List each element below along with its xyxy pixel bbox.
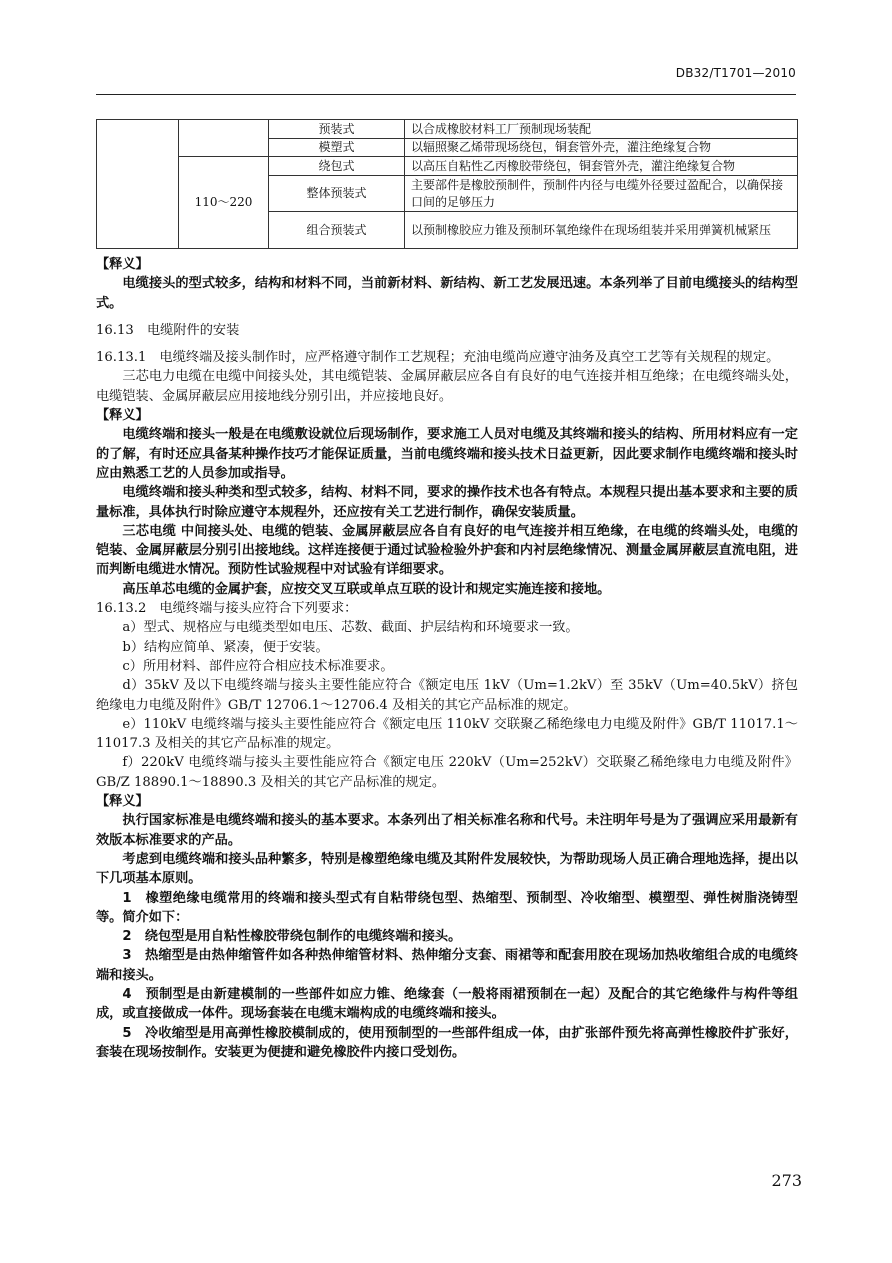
clause-item: c）所用材料、部件应符合相应技术标准要求。 [122,658,394,674]
table-cell-voltage: 110～220 [179,157,269,249]
table-cell-blank [179,120,269,157]
joint-type-table [96,119,798,249]
table-cell-type: 组合预装式 [269,212,405,249]
paragraph: 高压单芯电缆的金属护套，应按交叉互联或单点互联的设计和规定实施连接和接地。 [122,581,611,597]
table-cell-type: 模塑式 [269,139,405,157]
paragraph: 电缆终端和接头一般是在电缆敷设就位后现场制作，要求施工人员对电缆及其终端和接头的结构、所用材料应有一定的了解，有时还应具备某种操作技巧才能保证质量，当前电缆终端和接头技术日益更新，因此要求制作电缆终端和接头时应由熟悉工艺的人员参加或指导。 [96,427,798,481]
page-number: 273 [771,1171,802,1190]
paragraph: 电缆终端和接头种类和型式较多，结构、材料不同，要求的操作技术也各有特点。本规程只提出基本要求和主要的质量标准，具体执行时除应遵守本规程外，还应按有关工艺进行制作，确保安装质量。 [96,485,798,520]
table-cell-desc: 以辐照聚乙烯带现场绕包，铜套管外壳，灌注绝缘复合物 [405,139,798,157]
table-cell-desc: 以合成橡胶材料工厂预制现场装配 [405,120,798,139]
paragraph: 1 橡塑绝缘电缆常用的终端和接头型式有自粘带绕包型、热缩型、预制型、冷收缩型、模塑型、弹性树脂浇铸型等。简介如下： [96,890,798,925]
shiyi-heading: 【释义】 [96,408,149,424]
shiyi-heading: 【释义】 [96,794,149,810]
clause-item: f）220kV 电缆终端与接头主要性能应符合《额定电压 220kV（Um=252kV）交联聚乙稀绝缘电力电缆及附件》GB/Z 18890.1～18890.3 及相关的其它产品标准的规定。 [96,755,798,790]
table-cell-desc: 以预制橡胶应力锥及预制环氧绝缘件在现场组装并采用弹簧机械紧压 [405,212,798,249]
table-cell-type: 整体预装式 [269,176,405,212]
header-rule [96,94,796,95]
table-row [97,157,798,176]
clause-item: a）型式、规格应与电缆类型如电压、芯数、截面、护层结构和环境要求一致。 [122,620,579,636]
clause-text: 三芯电力电缆在电缆中间接头处，其电缆铠装、金属屏蔽层应各自有良好的电气连接并相互绝缘；在电缆终端头处，电缆铠装、金属屏蔽层应用接地线分别引出，并应接地良好。 [96,369,798,404]
table-row [97,120,798,139]
clause: 16.13.2 电缆终端与接头应符合下列要求： [96,601,358,617]
clause: 16.13.1 电缆终端及接头制作时，应严格遵守制作工艺规程；充油电缆尚应遵守油务及真空工艺等有关规程的规定。 [96,350,780,366]
table-cell-desc: 以高压自粘性乙丙橡胶带绕包，铜套管外壳，灌注绝缘复合物 [405,157,798,176]
shiyi-heading: 【释义】 [96,257,149,272]
clause-item: b）结构应简单、紧凑，便于安装。 [122,639,329,655]
table-cell-type: 预装式 [269,120,405,139]
paragraph: 3 热缩型是由热伸缩管件如各种热伸缩管材料、热伸缩分支套、雨裙等和配套用胶在现场加热收缩组合成的电缆终端和接头。 [96,948,798,983]
paragraph: 三芯电缆 中间接头处、电缆的铠装、金属屏蔽层应各自有良好的电气连接并相互绝缘，在电缆的终端头处，电缆的铠装、金属屏蔽层分别引出接地线。这样连接便于通过试验检验外护套和内衬层绝缘情况、测量金属屏蔽层直流电阻，进而判断电缆进水情况。预防性试验规程中对试验有详细要求。 [96,523,798,578]
clause-item: d）35kV 及以下电缆终端与接头主要性能应符合《额定电压 1kV（Um=1.2kV）至 35kV（Um=40.5kV）挤包绝缘电力电缆及附件》GB/T 12706.1～12706.4 及相关的其它产品标准的规定。 [96,678,798,713]
paragraph: 5 冷收缩型是用高弹性橡胶模制成的，使用预制型的一些部件组成一体，由扩张部件预先将高弹性橡胶件扩张好，套装在现场按制作。安装更为便捷和避免橡胶件内接口受划伤。 [96,1025,798,1060]
paragraph: 考虑到电缆终端和接头品种繁多，特别是橡塑绝缘电缆及其附件发展较快，为帮助现场人员正确合理地选择，提出以下几项基本原则。 [96,851,798,887]
table-cell-type: 绕包式 [269,157,405,176]
paragraph: 执行国家标准是电缆终端和接头的基本要求。本条列出了相关标准名称和代号。未注明年号是为了强调应采用最新有效版本标准要求的产品。 [96,813,798,848]
section-heading: 16.13 电缆附件的安装 [96,322,240,338]
clause-item: e）110kV 电缆终端与接头主要性能应符合《额定电压 110kV 交联聚乙稀绝缘电力电缆及附件》GB/T 11017.1～11017.3 及相关的其它产品标准的规定。 [96,716,798,752]
body-text [96,255,798,1062]
paragraph: 电缆接头的型式较多，结构和材料不同，当前新材料、新结构、新工艺发展迅速。本条列举了目前电缆接头的结构型式。 [96,276,798,311]
table-cell-desc: 主要部件是橡胶预制件，预制件内径与电缆外径要过盈配合，以确保接口间的足够压力 [405,176,798,212]
paragraph: 2 绕包型是用自粘性橡胶带绕包制作的电缆终端和接头。 [122,929,462,945]
document-code: DB32/T1701—2010 [675,66,796,80]
paragraph: 4 预制型是由新建模制的一些部件如应力锥、绝缘套（一般将雨裙预制在一起）及配合的其它绝缘件与构件等组成，或直接做成一体件。现场套装在电缆末端构成的电缆终端和接头。 [96,986,798,1022]
table-cell-blank [97,120,179,249]
